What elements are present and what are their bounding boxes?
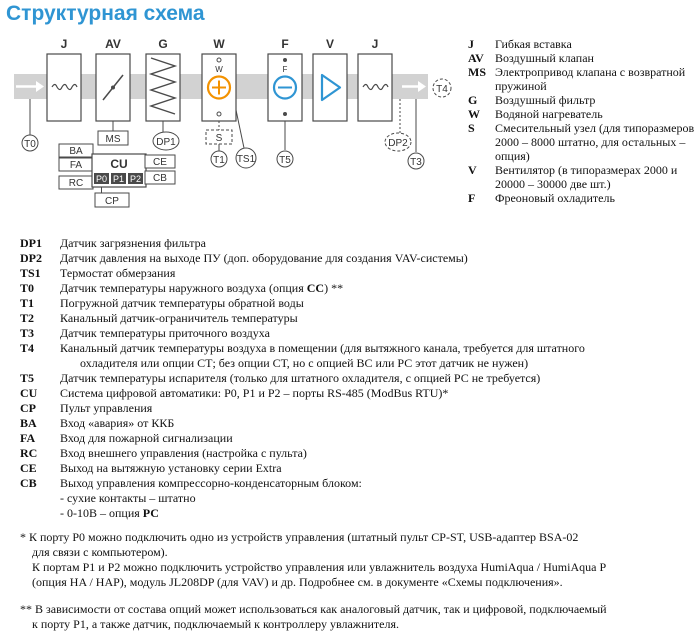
component-label: F bbox=[281, 37, 289, 51]
page-title: Структурная схема bbox=[6, 2, 205, 25]
component-label: G bbox=[158, 37, 168, 51]
sensor-t0 bbox=[22, 135, 38, 151]
mixing-unit-s-label: S bbox=[215, 133, 223, 144]
legend-item: MS Электропривод клапана с возвратной пружиной bbox=[468, 65, 686, 93]
svg-text:TS1: TS1 bbox=[236, 154, 256, 165]
definition-row: DP2 Датчик давления на выходе ПУ (доп. оборудование для создания VAV-системы) bbox=[20, 251, 468, 265]
component-flexible-insert-right bbox=[358, 37, 392, 121]
cu-label: CU bbox=[110, 157, 128, 171]
sensor-t1 bbox=[211, 151, 227, 167]
definition-row: CU Система цифровой автоматики: P0, P1 и P2 – порты RS-485 (ModBus RTU)* bbox=[20, 386, 449, 400]
cb-option-dry: - сухие контакты – штатно bbox=[60, 491, 196, 505]
svg-text:P2: P2 bbox=[129, 174, 142, 184]
definition-row: TS1 Термостат обмерзания bbox=[20, 266, 176, 280]
definition-row: T5 Датчик температуры испарителя (только для штатного охладителя, с опцией РС не требуется) bbox=[20, 371, 541, 385]
sensor-dp1 bbox=[153, 132, 179, 150]
definition-row: BA Вход «авария» от ККБ bbox=[20, 416, 175, 430]
svg-text:T0: T0 bbox=[24, 139, 36, 150]
definition-row: RC Вход внешнего управления (настройка с пульта) bbox=[20, 446, 307, 460]
definition-row: T2 Канальный датчик-ограничитель температуры bbox=[20, 311, 298, 325]
structural-diagram bbox=[0, 0, 465, 225]
svg-text:T4: T4 bbox=[436, 84, 448, 95]
definition-row: T0 Датчик температуры наружного воздуха (опция CC) ** bbox=[20, 281, 344, 295]
svg-text:DP1: DP1 bbox=[156, 137, 176, 148]
footnote-1: * К порту P0 можно подключить одно из устройств управления (штатный пульт CP-ST, USB-адаптер BSA-02 для связи с компьютером). К портам P1 и P2 можно подключить устройство управления или увлажнитель воздуха HumiAqua / HumiAqua P (опция HA / HAP), модуль JL208DP (для VAV) и др. Подробнее см. в документе «Схемы подключения». bbox=[20, 530, 607, 589]
svg-text:T1: T1 bbox=[213, 155, 225, 166]
sensor-ts1 bbox=[236, 148, 256, 168]
control-unit-block bbox=[59, 144, 175, 207]
svg-text:T3: T3 bbox=[410, 157, 422, 168]
definition-row: CE Выход на вытяжную установку серии Extra bbox=[20, 461, 282, 475]
cb-option-analog: - 0-10В – опция РС bbox=[60, 506, 159, 520]
legend-item: AV Воздушный клапан bbox=[468, 51, 594, 65]
component-legend bbox=[468, 37, 698, 205]
legend-item: S Смесительный узел (для типоразмеров 2000 – 8000 штатно, для остальных – опция) bbox=[468, 121, 695, 163]
component-air-valve bbox=[96, 37, 130, 145]
svg-text:CE: CE bbox=[153, 157, 167, 168]
svg-text:P1: P1 bbox=[112, 174, 125, 184]
legend-item: G Воздушный фильтр bbox=[468, 93, 596, 107]
svg-text:P0: P0 bbox=[95, 174, 108, 184]
svg-text:RC: RC bbox=[68, 178, 84, 189]
definition-row: T4 Канальный датчик температуры воздуха в помещении (для вытяжного канала, требуется для штатного охладителя или опции СТ; без опции СТ, но с опцией ВС или РС этот датчик не нужен) bbox=[20, 341, 585, 370]
sensor-t3 bbox=[408, 153, 424, 169]
svg-text:CB: CB bbox=[153, 173, 167, 184]
svg-text:CP: CP bbox=[105, 196, 119, 207]
definition-row: DP1 Датчик загрязнения фильтра bbox=[20, 236, 207, 250]
definition-row: T1 Погружной датчик температуры обратной воды bbox=[20, 296, 304, 310]
component-air-filter bbox=[146, 37, 180, 150]
definition-row: T3 Датчик температуры приточного воздуха bbox=[20, 326, 270, 340]
svg-text:DP2: DP2 bbox=[388, 138, 408, 149]
legend-item: V Вентилятор (в типоразмерах 2000 и 20000 – 30000 две шт.) bbox=[468, 163, 678, 191]
definition-row: CB Выход управления компрессорно-конденсаторным блоком: bbox=[20, 476, 362, 490]
svg-text:FA: FA bbox=[69, 160, 83, 171]
component-label: V bbox=[325, 37, 335, 51]
component-label: J bbox=[60, 37, 68, 51]
component-freon-cooler bbox=[268, 37, 302, 167]
sensor-definitions bbox=[20, 236, 692, 521]
svg-text:BA: BA bbox=[69, 146, 83, 157]
sensor-t4 bbox=[433, 79, 451, 97]
component-flexible-insert-left bbox=[47, 37, 81, 121]
component-label: W bbox=[213, 37, 225, 51]
footnote-2: ** В зависимости от состава опций может использоваться как аналоговый датчик, так и цифровой, подключаемый к порту P1, а также датчик, подключаемый к контроллеру увлажнителя. bbox=[20, 602, 607, 631]
legend-item: F Фреоновый охладитель bbox=[468, 191, 615, 205]
component-label: J bbox=[371, 37, 379, 51]
sensor-dp2 bbox=[385, 133, 411, 151]
component-label: AV bbox=[105, 37, 121, 51]
heater-small-label: W bbox=[215, 65, 223, 74]
footnotes bbox=[20, 530, 692, 644]
definition-row: FA Вход для пожарной сигнализации bbox=[20, 431, 233, 445]
cooler-small-label: F bbox=[282, 65, 288, 74]
definition-row: CP Пульт управления bbox=[20, 401, 153, 415]
component-water-heater bbox=[202, 37, 256, 168]
component-fan bbox=[313, 37, 347, 121]
legend-item: W Водяной нагреватель bbox=[468, 107, 603, 121]
actuator-ms-label: MS bbox=[105, 134, 121, 145]
sensor-t5 bbox=[277, 151, 293, 167]
legend-item: J Гибкая вставка bbox=[468, 37, 572, 51]
svg-text:T5: T5 bbox=[279, 155, 291, 166]
